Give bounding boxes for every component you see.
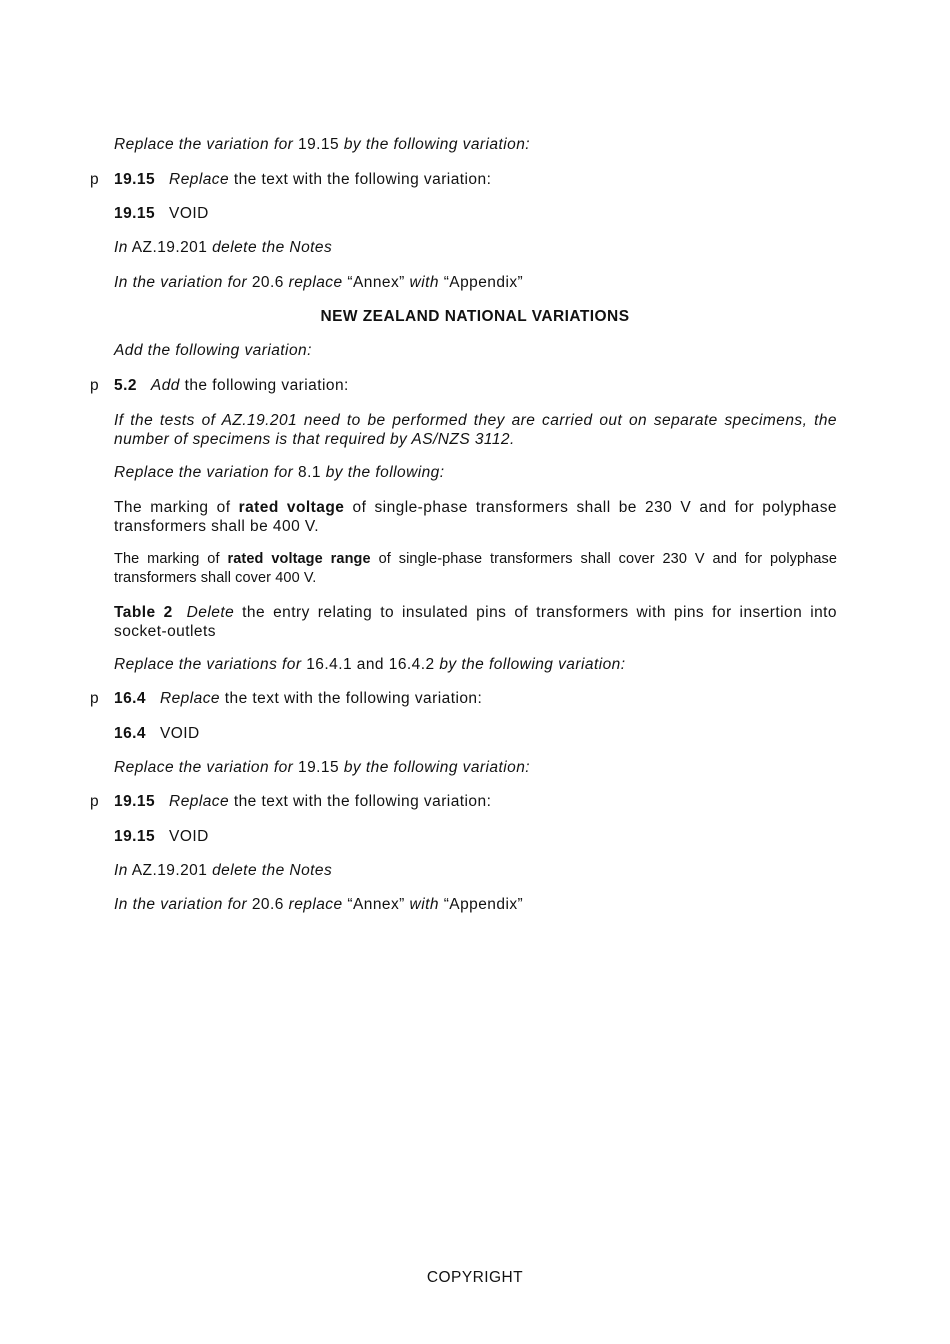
- add-following-variation: Add the following variation:: [114, 342, 312, 359]
- clause-16-4-void: 16.4 VOID: [114, 725, 200, 742]
- annex-appendix-instruction: In the variation for 20.6 replace “Annex” with “Appendix”: [114, 896, 524, 913]
- replace-variation-8-1-instruction: Replace the variation for 8.1 by the following:: [114, 464, 445, 481]
- margin-marker-p: p: [90, 171, 100, 188]
- replace-variation-19-15-instruction: Replace the variation for 19.15 by the following variation:: [114, 136, 531, 153]
- clause-19-15-void: 19.15 VOID: [114, 828, 209, 845]
- table-2-delete-instruction: Table 2 Delete the entry relating to insulated pins of transformers with pins for insertion into socket-outlets: [114, 604, 837, 640]
- copyright-footer: COPYRIGHT: [426, 1269, 524, 1286]
- margin-marker-p: p: [90, 377, 100, 394]
- clause-16-4-replace: 16.4 Replace the text with the following variation:: [114, 690, 483, 707]
- tests-specimens-paragraph: If the tests of AZ.19.201 need to be performed they are carried out on separate specimens, the number of specimens is that required by AS/NZS 3112.: [114, 412, 837, 448]
- section-heading: NEW ZEALAND NATIONAL VARIATIONS: [320, 308, 630, 325]
- rated-voltage-range-paragraph: The marking of rated voltage range of single-phase transformers shall cover 230 V and for polyphase transformers shall cover 400 V.: [114, 551, 838, 586]
- margin-marker-p: p: [90, 793, 100, 810]
- az-delete-notes-instruction: In AZ.19.201 delete the Notes: [114, 862, 333, 879]
- replace-variation-19-15-instruction: Replace the variation for 19.15 by the following variation:: [114, 759, 531, 776]
- rated-voltage-paragraph: The marking of rated voltage of single-phase transformers shall be 230 V and for polyphase transformers shall be 400 V.: [114, 499, 837, 535]
- annex-appendix-instruction: In the variation for 20.6 replace “Annex” with “Appendix”: [114, 274, 524, 291]
- clause-5-2-add: 5.2 Add the following variation:: [114, 377, 349, 394]
- margin-marker-p: p: [90, 690, 100, 707]
- clause-19-15-void: 19.15 VOID: [114, 205, 209, 222]
- clause-19-15-replace: 19.15 Replace the text with the following variation:: [114, 171, 492, 188]
- clause-19-15-replace: 19.15 Replace the text with the following variation:: [114, 793, 492, 810]
- replace-variations-16-4-instruction: Replace the variations for 16.4.1 and 16.4.2 by the following variation:: [114, 656, 626, 673]
- az-delete-notes-instruction: In AZ.19.201 delete the Notes: [114, 239, 333, 256]
